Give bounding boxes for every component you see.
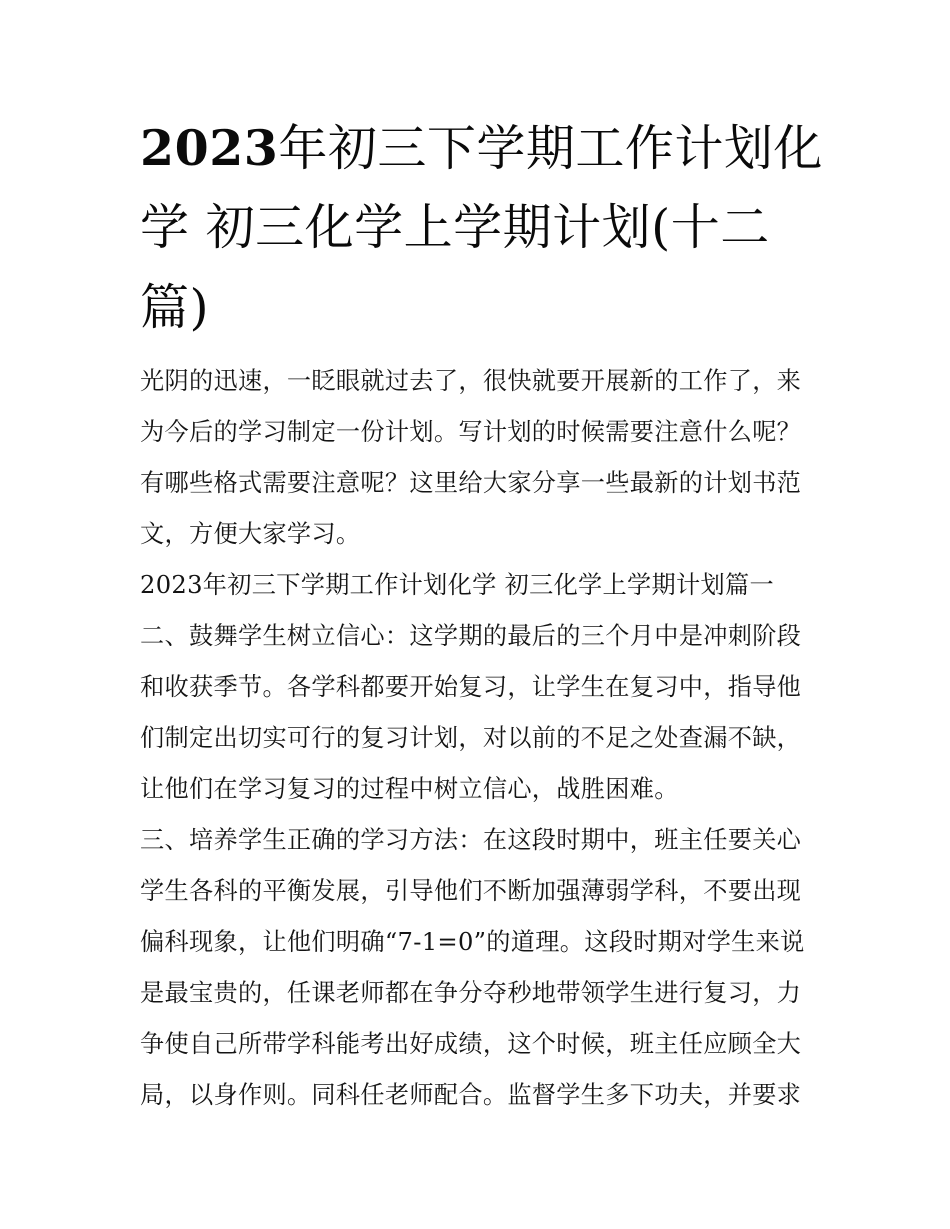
intro-line: 为今后的学习制定一份计划。写计划的时候需要注意什么呢？ [140,418,802,446]
document-title [140,108,830,348]
title-line-1 [140,108,830,188]
paragraph-line: 让他们在学习复习的过程中树立信心，战胜困难。 [140,775,679,803]
title-line-2: 学 初三化学上学期计划(十二 [140,199,770,256]
section-heading-text: 2023年初三下学期工作计划化学 初三化学上学期计划篇一 [140,571,774,599]
section-heading [140,560,830,611]
paragraph-line: 偏科现象，让他们明确“7-1=0”的道理。这段时期对学生来说 [140,928,805,956]
paragraph-line: 争使自己所带学科能考出好成绩，这个时候，班主任应顾全大 [140,1030,802,1058]
paragraph-line: 们制定出切实可行的复习计划，对以前的不足之处查漏不缺， [140,724,802,752]
paragraph-line: 是最宝贵的，任课老师都在争分夺秒地带领学生进行复习，力 [140,979,802,1007]
intro-line: 文，方便大家学习。 [140,520,361,548]
paragraph-line: 和收获季节。各学科都要开始复习，让学生在复习中，指导他 [140,673,802,701]
title-year: 2023 [140,119,279,177]
paragraph-line: 二、鼓舞学生树立信心：这学期的最后的三个月中是冲刺阶段 [140,622,802,650]
intro-line: 光阴的迅速，一眨眼就过去了，很快就要开展新的工作了，来 [140,367,802,395]
document-body [140,356,830,1121]
paragraph-line: 学生各科的平衡发展，引导他们不断加强薄弱学科，不要出现 [140,877,802,905]
paragraph-line: 三、培养学生正确的学习方法：在这段时期中，班主任要关心 [140,826,802,854]
paragraph-study-methods [140,815,830,1121]
paragraph-line: 局，以身作则。同科任老师配合。监督学生多下功夫，并要求 [140,1081,802,1109]
intro-line: 有哪些格式需要注意呢？这里给大家分享一些最新的计划书范 [140,469,802,497]
intro-paragraph [140,356,830,560]
title-line-1-text: 年初三下学期工作计划化 [278,120,823,177]
paragraph-encourage-confidence [140,611,830,815]
title-line-3: 篇) [140,279,210,336]
